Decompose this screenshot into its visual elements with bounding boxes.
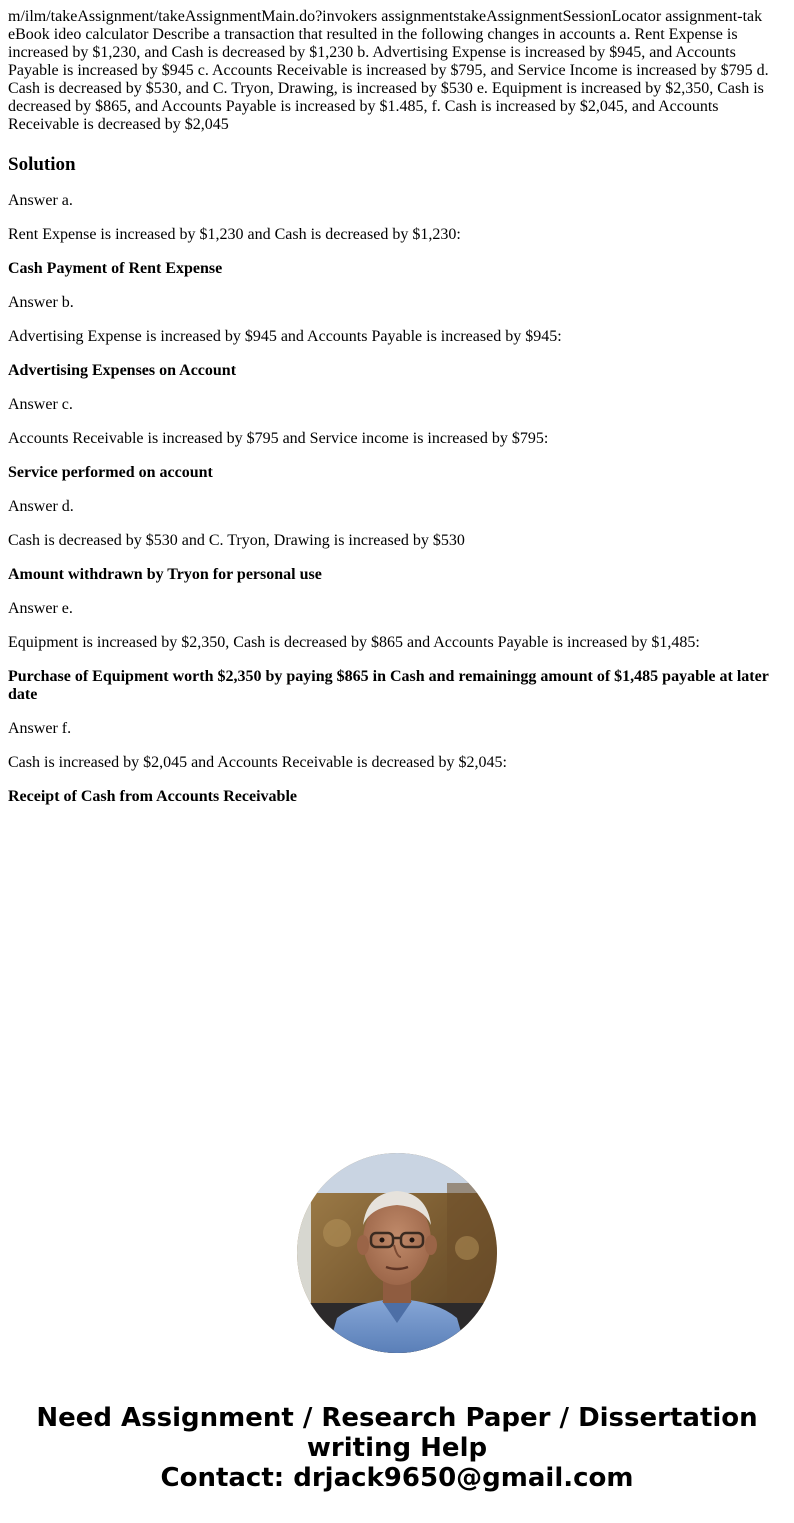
answer-change: Advertising Expense is increased by $945 and Accounts Payable is increased by $945: xyxy=(8,328,562,345)
avatar-portrait-image xyxy=(297,1153,497,1353)
answer-change: Cash is decreased by $530 and C. Tryon, Drawing is increased by $530 xyxy=(8,532,465,549)
question-text: m/ilm/takeAssignment/takeAssignmentMain.do?invokers assignmentstakeAssignmentSessionLocator assignment-tak eBook ideo calculator Describe a transaction that resulted in the following changes in accounts a. Rent Expense is increased by $1,230, and Cash is decreased by $1,230 b. Advertising Expense is increased by $945, and Accounts Payable is increased by $945 c. Accounts Receivable is increased by $795, and Service Income is increased by $795 d. Cash is decreased by $530, and C. Tryon, Drawing, is increased by $530 e. Equipment is increased by $2,350, Cash is decreased by $865, and Accounts Payable is increased by $1.485, f. Cash is increased by $2,045, and Accounts Receivable is decreased by $2,045 xyxy=(8,8,769,133)
answer-a xyxy=(8,192,780,278)
answer-transaction: Cash Payment of Rent Expense xyxy=(8,260,223,277)
answer-label: Answer d. xyxy=(8,498,74,515)
answer-transaction: Service performed on account xyxy=(8,464,213,481)
document-body xyxy=(8,8,780,806)
promo-contact: Contact: drjack9650@gmail.com xyxy=(160,1463,634,1493)
avatar xyxy=(297,1153,497,1353)
answer-label: Answer b. xyxy=(8,294,74,311)
answer-f xyxy=(8,720,780,806)
answer-change: Rent Expense is increased by $1,230 and Cash is decreased by $1,230: xyxy=(8,226,461,243)
answer-label: Answer a. xyxy=(8,192,73,209)
answer-d xyxy=(8,498,780,584)
answer-change: Equipment is increased by $2,350, Cash is decreased by $865 and Accounts Payable is increased by $1,485: xyxy=(8,634,700,651)
answer-transaction: Purchase of Equipment worth $2,350 by paying $865 in Cash and remainingg amount of $1,485 payable at later date xyxy=(8,668,769,703)
promo-line-1: Need Assignment / Research Paper / Dissertation xyxy=(36,1403,758,1433)
promo-line-2: writing Help xyxy=(306,1433,488,1463)
answer-c xyxy=(8,396,780,482)
answer-label: Answer e. xyxy=(8,600,73,617)
answer-change: Cash is increased by $2,045 and Accounts Receivable is decreased by $2,045: xyxy=(8,754,507,771)
answer-transaction: Amount withdrawn by Tryon for personal use xyxy=(8,566,322,583)
solution-heading: Solution xyxy=(8,154,76,175)
answer-transaction: Receipt of Cash from Accounts Receivable xyxy=(8,788,297,805)
answer-change: Accounts Receivable is increased by $795 and Service income is increased by $795: xyxy=(8,430,549,447)
answer-label: Answer f. xyxy=(8,720,72,737)
answer-b xyxy=(8,294,780,380)
answer-label: Answer c. xyxy=(8,396,73,413)
answer-e xyxy=(8,600,780,704)
promo-banner xyxy=(0,1403,794,1493)
answer-transaction: Advertising Expenses on Account xyxy=(8,362,237,379)
